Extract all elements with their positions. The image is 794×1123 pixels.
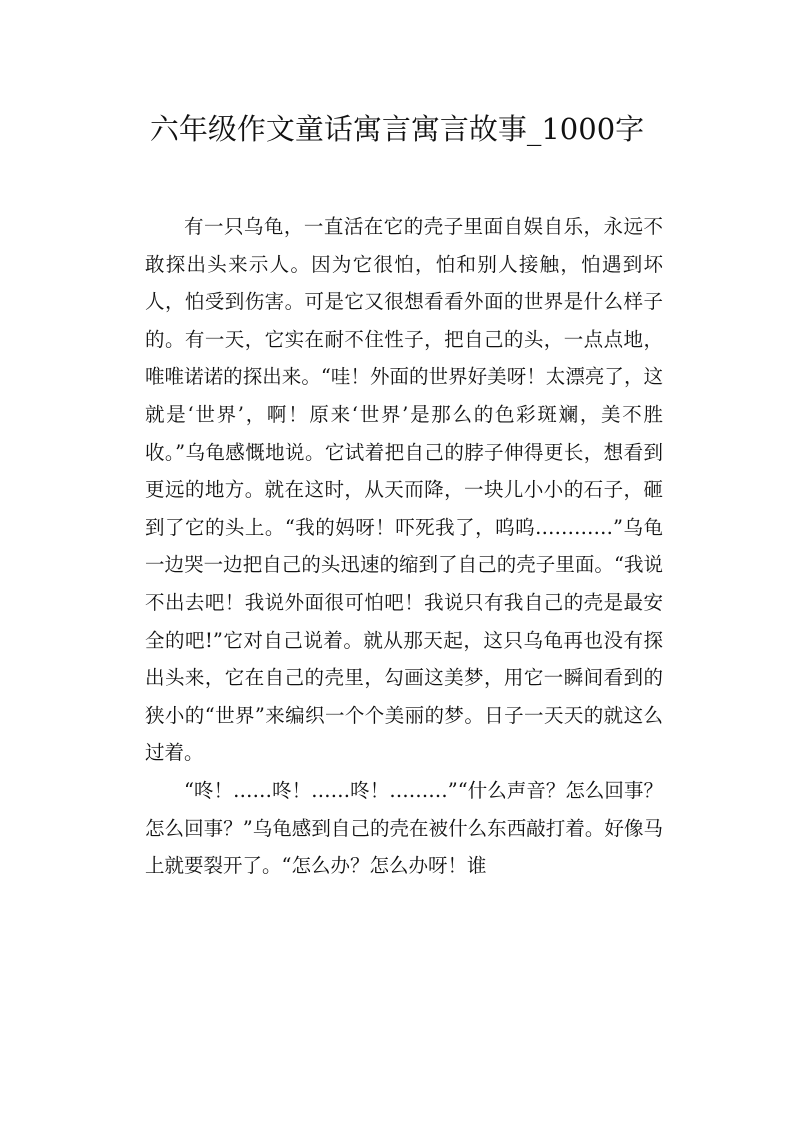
paragraph: 有一只乌龟，一直活在它的壳子里面自娱自乐，永远不敢探出头来示人。因为它很怕，怕和别人接触，怕遇到坏人，怕受到伤害。可是它又很想看看外面的世界是什么样子的。有一天，它实在耐不住性子，把自己的头，一点点地，唯唯诺诺的探出来。“哇！外面的世界好美呀！太漂亮了，这就是‘世界’，啊！原来‘世界’是那么的色彩斑斓，美不胜收。”乌龟感慨地说。它试着把自己的脖子伸得更长，想看到更远的地方。就在这时，从天而降，一块儿小小的石子，砸到了它的头上。“我的妈呀！吓死我了，呜呜…………”乌龟一边哭一边把自己的头迅速的缩到了自己的壳子里面。“我说不出去吧！我说外面很可怕吧！我说只有我自己的壳是最安全的吧!”它对自己说着。就从那天起，这只乌龟再也没有探出头来，它在自己的壳里，勾画这美梦，用它一瞬间看到的狭小的“世界”来编织一个个美丽的梦。日子一天天的就这么过着。: [145, 215, 663, 765]
document-title: 六年级作文童话寓言寓言故事_1000字: [149, 112, 645, 146]
document-body: [145, 208, 663, 885]
paragraph: “咚！……咚！……咚！………”“什么声音？怎么回事？怎么回事？”乌龟感到自己的壳在被什么东西敲打着。好像马上就要裂开了。“怎么办？怎么办呀！谁: [145, 778, 663, 878]
